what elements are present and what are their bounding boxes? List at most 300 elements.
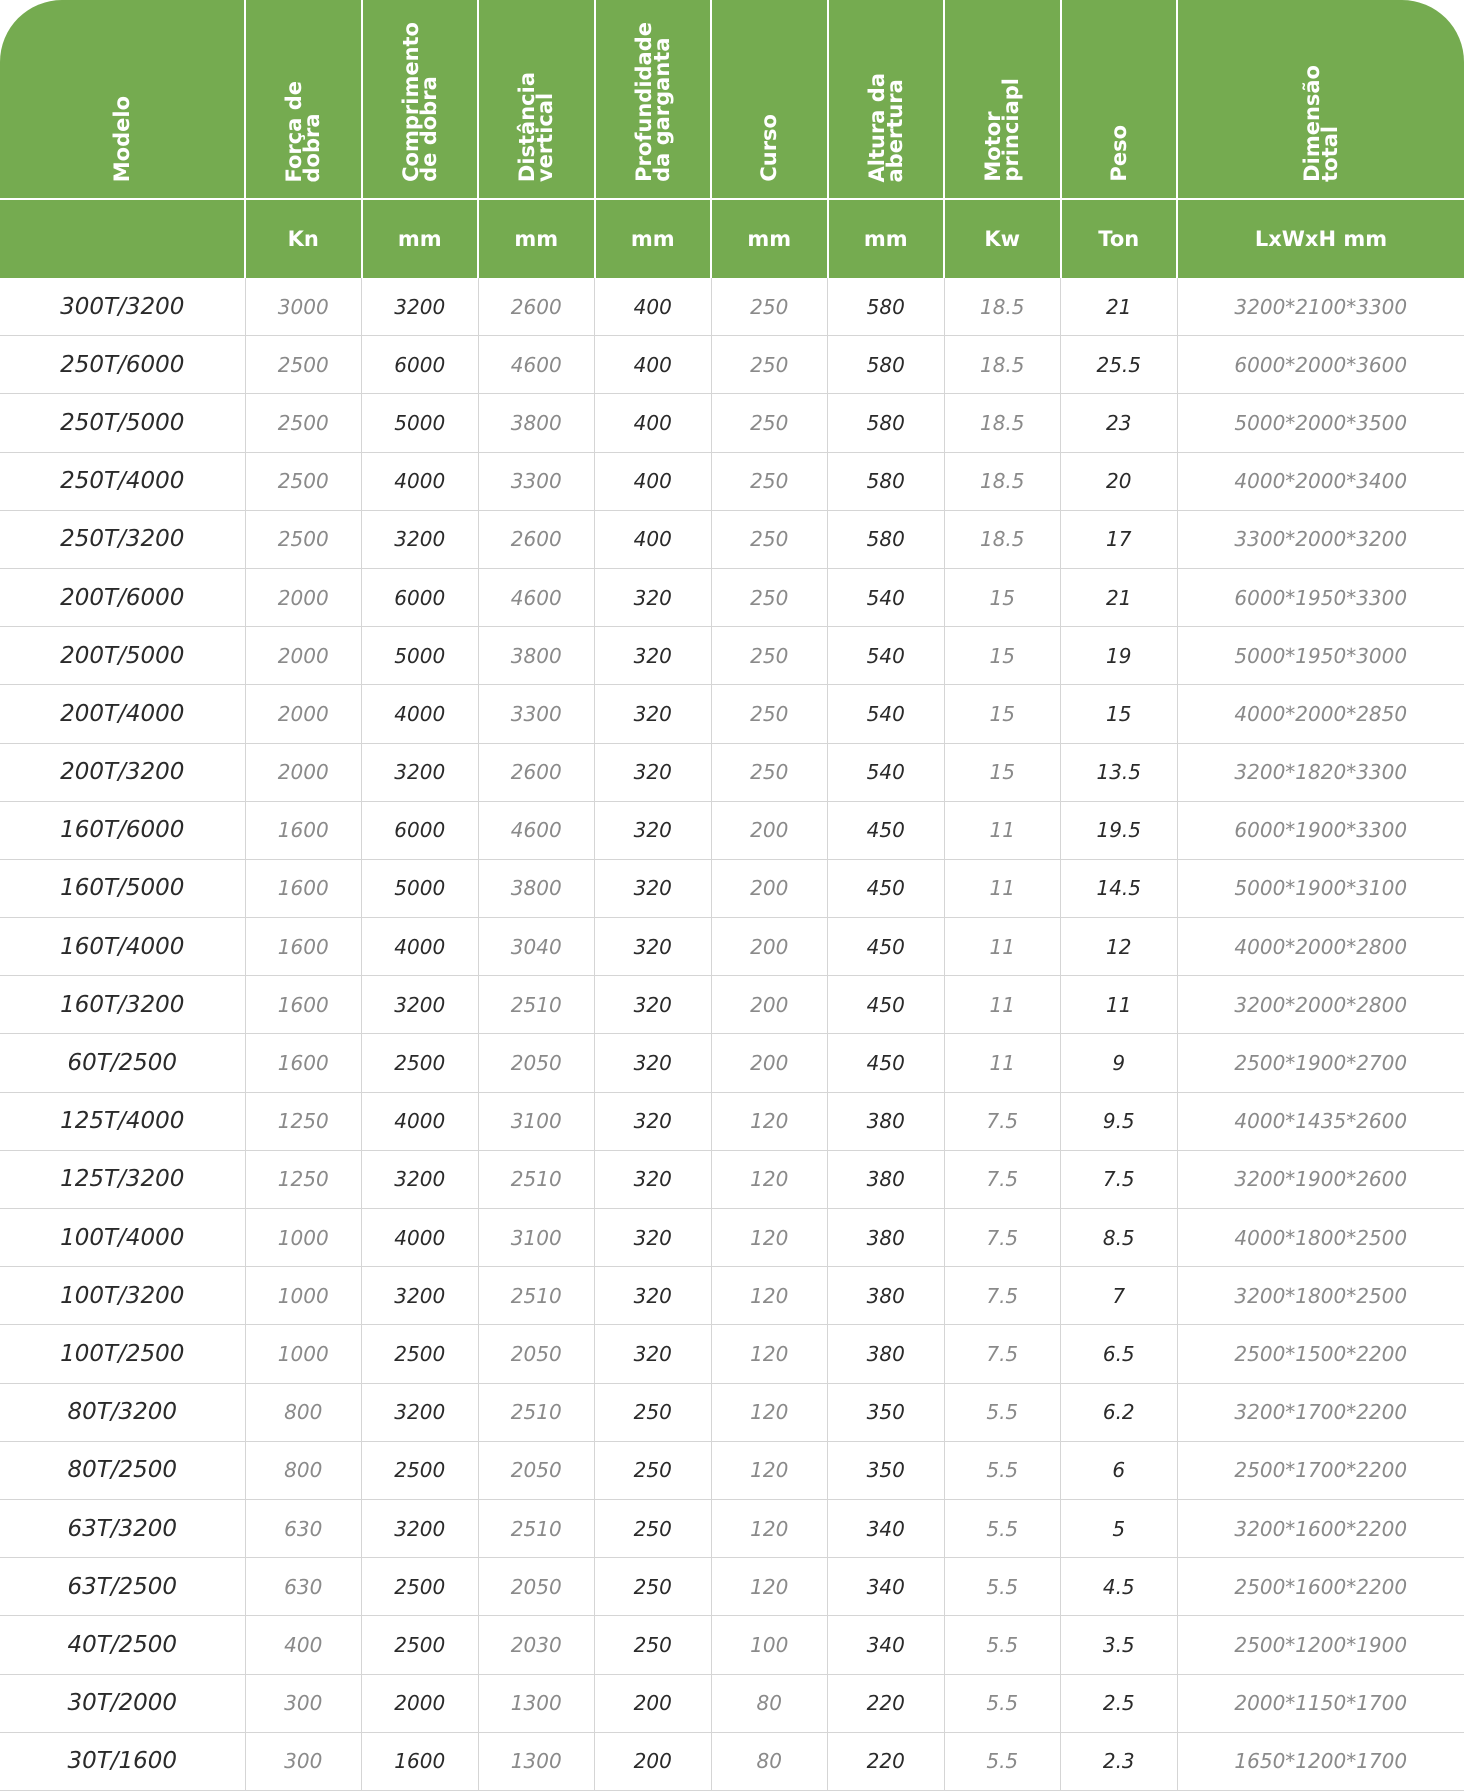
cell-throat-depth: 400	[595, 336, 712, 394]
cell-throat-depth: 320	[595, 1150, 712, 1208]
table-row	[0, 801, 1464, 859]
cell-stroke: 120	[711, 1499, 828, 1557]
cell-open-height: 580	[828, 452, 945, 510]
cell-model: 250T/6000	[0, 336, 245, 394]
cell-force: 300	[245, 1732, 362, 1790]
cell-vertical-distance: 2050	[478, 1441, 595, 1499]
unit-altura: mm	[828, 199, 945, 278]
cell-model: 80T/2500	[0, 1441, 245, 1499]
cell-stroke: 250	[711, 336, 828, 394]
unit-peso: Ton	[1061, 199, 1178, 278]
cell-throat-depth: 320	[595, 627, 712, 685]
cell-weight: 21	[1061, 278, 1178, 336]
cell-motor: 15	[944, 568, 1061, 626]
table-row	[0, 976, 1464, 1034]
cell-motor: 11	[944, 1034, 1061, 1092]
cell-stroke: 250	[711, 452, 828, 510]
cell-force: 2000	[245, 685, 362, 743]
unit-motor: Kw	[944, 199, 1061, 278]
cell-open-height: 540	[828, 685, 945, 743]
cell-stroke: 200	[711, 801, 828, 859]
unit-comprimento: mm	[362, 199, 479, 278]
cell-stroke: 120	[711, 1441, 828, 1499]
cell-weight: 19	[1061, 627, 1178, 685]
cell-motor: 11	[944, 918, 1061, 976]
cell-open-height: 450	[828, 859, 945, 917]
table-row	[0, 1732, 1464, 1790]
cell-force: 400	[245, 1616, 362, 1674]
cell-throat-depth: 400	[595, 394, 712, 452]
cell-force: 1250	[245, 1092, 362, 1150]
cell-model: 250T/3200	[0, 510, 245, 568]
cell-stroke: 250	[711, 278, 828, 336]
cell-force: 1000	[245, 1325, 362, 1383]
table-row	[0, 394, 1464, 452]
cell-open-height: 540	[828, 743, 945, 801]
cell-throat-depth: 320	[595, 568, 712, 626]
cell-dimension: 6000*1950*3300	[1177, 568, 1464, 626]
cell-length: 6000	[362, 801, 479, 859]
cell-dimension: 3200*2000*2800	[1177, 976, 1464, 1034]
cell-model: 125T/3200	[0, 1150, 245, 1208]
cell-length: 6000	[362, 568, 479, 626]
table-row	[0, 1034, 1464, 1092]
unit-curso: mm	[711, 199, 828, 278]
cell-stroke: 120	[711, 1150, 828, 1208]
cell-force: 630	[245, 1499, 362, 1557]
cell-weight: 12	[1061, 918, 1178, 976]
table-row	[0, 1674, 1464, 1732]
cell-throat-depth: 400	[595, 452, 712, 510]
cell-open-height: 220	[828, 1732, 945, 1790]
cell-force: 800	[245, 1383, 362, 1441]
cell-motor: 18.5	[944, 394, 1061, 452]
cell-length: 1600	[362, 1732, 479, 1790]
cell-model: 63T/2500	[0, 1558, 245, 1616]
cell-open-height: 380	[828, 1209, 945, 1267]
cell-stroke: 120	[711, 1209, 828, 1267]
cell-model: 160T/4000	[0, 918, 245, 976]
cell-motor: 5.5	[944, 1441, 1061, 1499]
cell-dimension: 3300*2000*3200	[1177, 510, 1464, 568]
cell-length: 5000	[362, 394, 479, 452]
cell-stroke: 120	[711, 1325, 828, 1383]
header-row	[0, 0, 1464, 199]
cell-open-height: 340	[828, 1558, 945, 1616]
cell-length: 2500	[362, 1558, 479, 1616]
cell-vertical-distance: 2600	[478, 278, 595, 336]
cell-force: 800	[245, 1441, 362, 1499]
cell-force: 1600	[245, 801, 362, 859]
cell-throat-depth: 320	[595, 918, 712, 976]
cell-length: 4000	[362, 452, 479, 510]
cell-length: 3200	[362, 743, 479, 801]
table-row	[0, 336, 1464, 394]
cell-length: 3200	[362, 1150, 479, 1208]
cell-motor: 7.5	[944, 1267, 1061, 1325]
cell-model: 100T/4000	[0, 1209, 245, 1267]
units-row	[0, 199, 1464, 278]
col-header-profundidade: Profundidade da garganta	[595, 0, 712, 199]
cell-length: 6000	[362, 336, 479, 394]
cell-throat-depth: 400	[595, 510, 712, 568]
table-row	[0, 278, 1464, 336]
cell-force: 1250	[245, 1150, 362, 1208]
cell-force: 1600	[245, 976, 362, 1034]
cell-dimension: 3200*1700*2200	[1177, 1383, 1464, 1441]
table-row	[0, 1092, 1464, 1150]
table-row	[0, 1616, 1464, 1674]
cell-throat-depth: 320	[595, 1034, 712, 1092]
table-row	[0, 743, 1464, 801]
cell-stroke: 250	[711, 568, 828, 626]
cell-motor: 5.5	[944, 1383, 1061, 1441]
cell-throat-depth: 400	[595, 278, 712, 336]
cell-motor: 7.5	[944, 1150, 1061, 1208]
cell-model: 80T/3200	[0, 1383, 245, 1441]
col-header-comprimento: Comprimento de dobra	[362, 0, 479, 199]
table-row	[0, 510, 1464, 568]
cell-stroke: 200	[711, 1034, 828, 1092]
cell-vertical-distance: 4600	[478, 568, 595, 626]
cell-length: 4000	[362, 918, 479, 976]
cell-vertical-distance: 3300	[478, 685, 595, 743]
cell-stroke: 120	[711, 1383, 828, 1441]
cell-motor: 15	[944, 685, 1061, 743]
cell-weight: 9	[1061, 1034, 1178, 1092]
cell-throat-depth: 320	[595, 976, 712, 1034]
cell-open-height: 350	[828, 1441, 945, 1499]
cell-vertical-distance: 2510	[478, 1383, 595, 1441]
cell-vertical-distance: 2050	[478, 1558, 595, 1616]
cell-length: 2500	[362, 1325, 479, 1383]
cell-vertical-distance: 3800	[478, 627, 595, 685]
table-row	[0, 1558, 1464, 1616]
cell-throat-depth: 320	[595, 1267, 712, 1325]
cell-dimension: 3200*1600*2200	[1177, 1499, 1464, 1557]
cell-throat-depth: 250	[595, 1558, 712, 1616]
cell-vertical-distance: 2600	[478, 510, 595, 568]
cell-stroke: 120	[711, 1558, 828, 1616]
cell-length: 3200	[362, 1499, 479, 1557]
cell-length: 4000	[362, 1092, 479, 1150]
cell-model: 30T/1600	[0, 1732, 245, 1790]
cell-motor: 18.5	[944, 278, 1061, 336]
cell-model: 125T/4000	[0, 1092, 245, 1150]
cell-motor: 18.5	[944, 336, 1061, 394]
cell-model: 200T/5000	[0, 627, 245, 685]
col-header-peso: Peso	[1061, 0, 1178, 199]
cell-motor: 15	[944, 627, 1061, 685]
cell-motor: 11	[944, 976, 1061, 1034]
col-header-altura: Altura da abertura	[828, 0, 945, 199]
cell-open-height: 380	[828, 1267, 945, 1325]
cell-force: 2500	[245, 336, 362, 394]
cell-open-height: 580	[828, 278, 945, 336]
cell-vertical-distance: 3800	[478, 859, 595, 917]
cell-open-height: 450	[828, 801, 945, 859]
unit-dimensao: LxWxH mm	[1177, 199, 1464, 278]
cell-dimension: 4000*2000*2800	[1177, 918, 1464, 976]
cell-motor: 5.5	[944, 1499, 1061, 1557]
unit-distancia: mm	[478, 199, 595, 278]
cell-stroke: 120	[711, 1267, 828, 1325]
cell-stroke: 250	[711, 685, 828, 743]
cell-motor: 7.5	[944, 1209, 1061, 1267]
cell-open-height: 380	[828, 1150, 945, 1208]
cell-vertical-distance: 3800	[478, 394, 595, 452]
cell-weight: 6.5	[1061, 1325, 1178, 1383]
cell-weight: 7	[1061, 1267, 1178, 1325]
cell-dimension: 6000*2000*3600	[1177, 336, 1464, 394]
cell-force: 2000	[245, 568, 362, 626]
cell-dimension: 4000*2000*2850	[1177, 685, 1464, 743]
cell-motor: 11	[944, 801, 1061, 859]
cell-weight: 9.5	[1061, 1092, 1178, 1150]
cell-length: 5000	[362, 859, 479, 917]
cell-model: 100T/2500	[0, 1325, 245, 1383]
cell-weight: 14.5	[1061, 859, 1178, 917]
table-row	[0, 1499, 1464, 1557]
cell-force: 1600	[245, 918, 362, 976]
col-header-curso: Curso	[711, 0, 828, 199]
unit-profundidade: mm	[595, 199, 712, 278]
cell-vertical-distance: 2030	[478, 1616, 595, 1674]
col-header-modelo: Modelo	[0, 0, 245, 199]
cell-weight: 23	[1061, 394, 1178, 452]
cell-force: 1000	[245, 1209, 362, 1267]
cell-force: 2500	[245, 394, 362, 452]
cell-dimension: 3200*1900*2600	[1177, 1150, 1464, 1208]
cell-weight: 11	[1061, 976, 1178, 1034]
cell-open-height: 350	[828, 1383, 945, 1441]
cell-vertical-distance: 2050	[478, 1325, 595, 1383]
cell-dimension: 2500*1700*2200	[1177, 1441, 1464, 1499]
cell-vertical-distance: 3100	[478, 1092, 595, 1150]
cell-throat-depth: 320	[595, 801, 712, 859]
table-row	[0, 1267, 1464, 1325]
cell-length: 5000	[362, 627, 479, 685]
cell-throat-depth: 320	[595, 859, 712, 917]
cell-model: 63T/3200	[0, 1499, 245, 1557]
cell-vertical-distance: 4600	[478, 801, 595, 859]
cell-force: 300	[245, 1674, 362, 1732]
cell-stroke: 200	[711, 976, 828, 1034]
cell-motor: 7.5	[944, 1092, 1061, 1150]
cell-dimension: 4000*1800*2500	[1177, 1209, 1464, 1267]
cell-length: 4000	[362, 1209, 479, 1267]
cell-vertical-distance: 3100	[478, 1209, 595, 1267]
cell-length: 2500	[362, 1034, 479, 1092]
cell-throat-depth: 200	[595, 1674, 712, 1732]
cell-weight: 2.5	[1061, 1674, 1178, 1732]
cell-open-height: 380	[828, 1325, 945, 1383]
cell-vertical-distance: 2510	[478, 1150, 595, 1208]
cell-length: 2500	[362, 1441, 479, 1499]
cell-weight: 25.5	[1061, 336, 1178, 394]
cell-dimension: 4000*2000*3400	[1177, 452, 1464, 510]
cell-motor: 15	[944, 743, 1061, 801]
cell-model: 100T/3200	[0, 1267, 245, 1325]
cell-open-height: 340	[828, 1499, 945, 1557]
table-row	[0, 1441, 1464, 1499]
cell-open-height: 380	[828, 1092, 945, 1150]
cell-length: 2500	[362, 1616, 479, 1674]
cell-force: 3000	[245, 278, 362, 336]
cell-model: 200T/6000	[0, 568, 245, 626]
col-header-distancia: Distância vertical	[478, 0, 595, 199]
cell-motor: 5.5	[944, 1558, 1061, 1616]
cell-dimension: 4000*1435*2600	[1177, 1092, 1464, 1150]
cell-vertical-distance: 3040	[478, 918, 595, 976]
cell-motor: 18.5	[944, 510, 1061, 568]
cell-vertical-distance: 2510	[478, 1499, 595, 1557]
cell-vertical-distance: 2050	[478, 1034, 595, 1092]
cell-throat-depth: 250	[595, 1383, 712, 1441]
cell-throat-depth: 200	[595, 1732, 712, 1790]
cell-model: 300T/3200	[0, 278, 245, 336]
cell-dimension: 2500*1500*2200	[1177, 1325, 1464, 1383]
cell-open-height: 450	[828, 976, 945, 1034]
cell-stroke: 120	[711, 1092, 828, 1150]
cell-dimension: 3200*1800*2500	[1177, 1267, 1464, 1325]
cell-vertical-distance: 2510	[478, 976, 595, 1034]
cell-motor: 18.5	[944, 452, 1061, 510]
cell-model: 160T/5000	[0, 859, 245, 917]
unit-modelo	[0, 199, 245, 278]
cell-model: 200T/4000	[0, 685, 245, 743]
unit-forca: Kn	[245, 199, 362, 278]
cell-motor: 5.5	[944, 1616, 1061, 1674]
cell-open-height: 580	[828, 510, 945, 568]
cell-stroke: 100	[711, 1616, 828, 1674]
cell-force: 2500	[245, 452, 362, 510]
cell-dimension: 5000*1900*3100	[1177, 859, 1464, 917]
col-header-dimensao: Dimensão total	[1177, 0, 1464, 199]
cell-dimension: 3200*1820*3300	[1177, 743, 1464, 801]
cell-weight: 3.5	[1061, 1616, 1178, 1674]
cell-length: 3200	[362, 1267, 479, 1325]
cell-motor: 5.5	[944, 1732, 1061, 1790]
cell-throat-depth: 320	[595, 1209, 712, 1267]
cell-open-height: 540	[828, 568, 945, 626]
cell-dimension: 2500*1600*2200	[1177, 1558, 1464, 1616]
cell-dimension: 5000*1950*3000	[1177, 627, 1464, 685]
col-header-motor: Motor princiapl	[944, 0, 1061, 199]
cell-force: 1600	[245, 1034, 362, 1092]
cell-dimension: 2500*1200*1900	[1177, 1616, 1464, 1674]
cell-weight: 7.5	[1061, 1150, 1178, 1208]
cell-throat-depth: 320	[595, 1092, 712, 1150]
cell-model: 30T/2000	[0, 1674, 245, 1732]
table-row	[0, 1383, 1464, 1441]
cell-throat-depth: 320	[595, 1325, 712, 1383]
table-body	[0, 278, 1464, 1790]
cell-length: 2000	[362, 1674, 479, 1732]
cell-length: 3200	[362, 510, 479, 568]
cell-weight: 6	[1061, 1441, 1178, 1499]
cell-motor: 5.5	[944, 1674, 1061, 1732]
cell-weight: 8.5	[1061, 1209, 1178, 1267]
cell-open-height: 580	[828, 336, 945, 394]
cell-weight: 19.5	[1061, 801, 1178, 859]
cell-weight: 15	[1061, 685, 1178, 743]
table-row	[0, 627, 1464, 685]
cell-dimension: 2500*1900*2700	[1177, 1034, 1464, 1092]
cell-length: 3200	[362, 1383, 479, 1441]
cell-throat-depth: 320	[595, 743, 712, 801]
table-row	[0, 1325, 1464, 1383]
cell-weight: 5	[1061, 1499, 1178, 1557]
cell-open-height: 220	[828, 1674, 945, 1732]
cell-dimension: 5000*2000*3500	[1177, 394, 1464, 452]
cell-stroke: 250	[711, 627, 828, 685]
cell-vertical-distance: 1300	[478, 1674, 595, 1732]
cell-stroke: 80	[711, 1732, 828, 1790]
table-row	[0, 1150, 1464, 1208]
cell-dimension: 3200*2100*3300	[1177, 278, 1464, 336]
cell-length: 4000	[362, 685, 479, 743]
cell-vertical-distance: 2510	[478, 1267, 595, 1325]
cell-open-height: 450	[828, 918, 945, 976]
cell-open-height: 340	[828, 1616, 945, 1674]
cell-model: 160T/6000	[0, 801, 245, 859]
cell-throat-depth: 250	[595, 1441, 712, 1499]
cell-model: 60T/2500	[0, 1034, 245, 1092]
cell-vertical-distance: 3300	[478, 452, 595, 510]
cell-weight: 13.5	[1061, 743, 1178, 801]
cell-weight: 17	[1061, 510, 1178, 568]
table-row	[0, 568, 1464, 626]
cell-dimension: 6000*1900*3300	[1177, 801, 1464, 859]
cell-motor: 7.5	[944, 1325, 1061, 1383]
table-row	[0, 685, 1464, 743]
cell-force: 2000	[245, 627, 362, 685]
cell-stroke: 250	[711, 394, 828, 452]
cell-model: 160T/3200	[0, 976, 245, 1034]
cell-model: 250T/4000	[0, 452, 245, 510]
table-row	[0, 859, 1464, 917]
cell-model: 250T/5000	[0, 394, 245, 452]
cell-force: 1600	[245, 859, 362, 917]
cell-throat-depth: 320	[595, 685, 712, 743]
table-row	[0, 918, 1464, 976]
cell-open-height: 580	[828, 394, 945, 452]
cell-weight: 20	[1061, 452, 1178, 510]
cell-force: 1000	[245, 1267, 362, 1325]
cell-force: 2500	[245, 510, 362, 568]
cell-force: 630	[245, 1558, 362, 1616]
cell-model: 200T/3200	[0, 743, 245, 801]
table-row	[0, 452, 1464, 510]
cell-vertical-distance: 2600	[478, 743, 595, 801]
cell-vertical-distance: 4600	[478, 336, 595, 394]
cell-vertical-distance: 1300	[478, 1732, 595, 1790]
cell-stroke: 250	[711, 743, 828, 801]
cell-force: 2000	[245, 743, 362, 801]
cell-throat-depth: 250	[595, 1499, 712, 1557]
cell-length: 3200	[362, 976, 479, 1034]
cell-dimension: 1650*1200*1700	[1177, 1732, 1464, 1790]
cell-throat-depth: 250	[595, 1616, 712, 1674]
cell-open-height: 450	[828, 1034, 945, 1092]
cell-stroke: 80	[711, 1674, 828, 1732]
cell-model: 40T/2500	[0, 1616, 245, 1674]
cell-open-height: 540	[828, 627, 945, 685]
cell-length: 3200	[362, 278, 479, 336]
cell-stroke: 200	[711, 859, 828, 917]
cell-stroke: 200	[711, 918, 828, 976]
